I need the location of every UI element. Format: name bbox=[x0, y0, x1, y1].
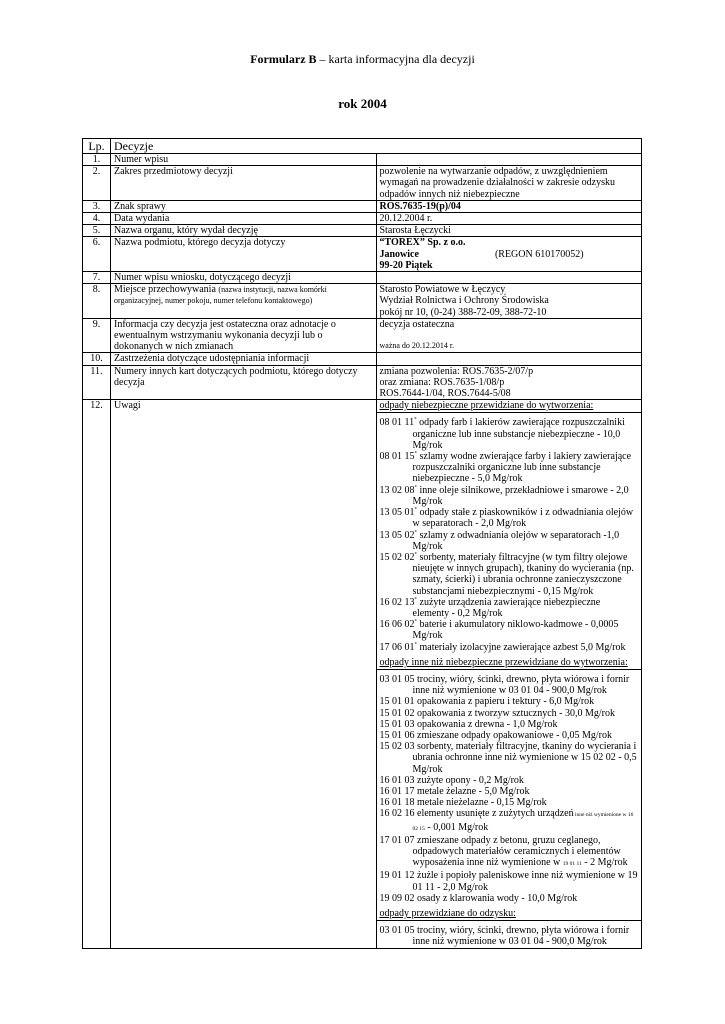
form-name: Formularz B bbox=[250, 52, 317, 66]
decision-table bbox=[82, 138, 642, 949]
list-item: 17 01 07 zmieszane odpady z betonu, gruzu ceglanego, odpadowych materiałów ceramicznych i elementów wyposażenia inne niż wymienione w 19 01 11 - 2 Mg/rok bbox=[379, 834, 628, 869]
list-item: 16 01 03 zużyte opony - 0,2 Mg/rok bbox=[379, 774, 524, 786]
other-cards bbox=[376, 365, 642, 400]
entity-town: Janowice bbox=[379, 248, 419, 260]
table-row bbox=[83, 237, 642, 272]
table-row bbox=[83, 213, 642, 225]
hazardous-list bbox=[380, 417, 639, 652]
list-item: 15 01 02 opakowania z tworzyw sztucznych - 30,0 Mg/rok bbox=[379, 707, 615, 719]
row-label: Data wydania bbox=[111, 213, 377, 225]
table-row bbox=[83, 154, 642, 166]
other-card-line: ROS.7644-1/04, ROS.7644-5/08 bbox=[379, 388, 511, 400]
issuing-authority: Starosta Łęczycki bbox=[376, 225, 642, 237]
table-row bbox=[83, 272, 642, 284]
issue-date: 20.12.2004 r. bbox=[376, 213, 642, 225]
row-number: 4. bbox=[83, 213, 111, 225]
entity-line bbox=[380, 249, 639, 260]
list-item: 16 01 18 metale nieżelazne - 0,15 Mg/rok bbox=[379, 797, 547, 809]
table-row bbox=[83, 353, 642, 365]
row-label: Zakres przedmiotowy decyzji bbox=[111, 166, 377, 201]
recovery-heading: odpady przewidziane do odzysku: bbox=[377, 908, 642, 921]
list-item: 16 02 13* zużyte urządzenia zawierające niebezpieczne elementy - 0,2 Mg/rok bbox=[379, 596, 601, 619]
list-item: 03 01 05 trociny, wióry, ścinki, drewno, płyta wiórowa i fornir inne niż wymienione w 03 01 04 - 900,0 Mg/rok bbox=[379, 673, 630, 697]
row-label: Zastrzeżenia dotyczące udostępniania informacji bbox=[111, 353, 377, 365]
finality-info bbox=[376, 318, 642, 353]
case-number: ROS.7635-19(p)/04 bbox=[376, 200, 642, 212]
table-row bbox=[83, 365, 642, 400]
row-label-main: Miejsce przechowywania bbox=[114, 284, 216, 296]
list-item: 13 05 01* odpady stałe z piaskowników i z odwadniania olejów w separatorach - 2,0 Mg/rok bbox=[379, 507, 634, 530]
list-item: 15 02 02* sorbenty, materiały filtracyjne (w tym filtry olejowe nieujęte w innych grupach), tkaniny do wycierania (np. szmaty, ścierki) i ubrania ochronne zanieczyszczone substancjami niebezpiecznymi - 0,15 Mg/rok bbox=[379, 551, 634, 597]
table-row bbox=[83, 200, 642, 212]
storage-location bbox=[376, 284, 642, 319]
row-label-note: (nazwa instytucji, nazwa komórki organizacyjnej, numer pokoju, numer telefonu kontaktowego) bbox=[114, 285, 327, 306]
hazardous-heading: odpady niebezpieczne przewidziane do wytworzenia: bbox=[377, 400, 642, 413]
other-card-line: zmiana pozwolenia: ROS.7635-2/07/p bbox=[379, 365, 534, 377]
row-number: 11. bbox=[83, 365, 111, 400]
row-label: Numery innych kart dotyczących podmiotu, którego dotyczy decyzja bbox=[111, 365, 377, 400]
table-row bbox=[83, 284, 642, 319]
row-value bbox=[376, 154, 642, 166]
remarks-cell bbox=[376, 400, 642, 948]
list-item: 16 06 02* baterie i akumulatory niklowo-kadmowe - 0,0005 Mg/rok bbox=[379, 619, 619, 642]
row-number: 12. bbox=[83, 400, 111, 948]
nonhazardous-list bbox=[380, 674, 639, 904]
entity-line: 99-20 Piątek bbox=[379, 259, 433, 271]
row-label: Numer wpisu wniosku, dotyczącego decyzji bbox=[111, 272, 377, 284]
list-item: 13 05 02* szlamy z odwadniania olejów w separatorach -1,0 Mg/rok bbox=[379, 529, 620, 552]
row-number: 2. bbox=[83, 166, 111, 201]
recovery-list bbox=[380, 925, 639, 947]
list-item: 15 01 06 zmieszane odpady opakowaniowe - 0,05 Mg/rok bbox=[379, 729, 612, 741]
table-row bbox=[83, 166, 642, 201]
row-number: 6. bbox=[83, 237, 111, 272]
storage-line: pokój nr 10, (0-24) 388-72-09, 388-72-10 bbox=[379, 306, 547, 318]
list-item: 08 01 11* odpady farb i lakierów zawierające rozpuszczalniki organiczne lub inne substancje niebezpieczne - 10,0 Mg/rok bbox=[379, 417, 625, 451]
nonhazardous-heading: odpady inne niż niebezpieczne przewidziane do wytworzenia: bbox=[377, 657, 642, 670]
row-number: 1. bbox=[83, 154, 111, 166]
row-value bbox=[376, 353, 642, 365]
finality-status: decyzja ostateczna bbox=[379, 318, 455, 330]
storage-line: Wydział Rolnictwa i Ochrony Środowiska bbox=[379, 295, 549, 307]
row-value bbox=[376, 272, 642, 284]
list-item: 17 06 01* materiały izolacyjne zawierające azbest 5,0 Mg/rok bbox=[379, 641, 626, 653]
list-item: 19 01 12 żużle i popioły paleniskowe inne niż wymienione w 19 01 11 - 2,0 Mg/rok bbox=[379, 870, 638, 893]
list-item: 19 09 02 osady z klarowania wody - 10,0 Mg/rok bbox=[379, 892, 578, 904]
row-label bbox=[111, 284, 377, 319]
header-decyzje: Decyzje bbox=[111, 139, 642, 154]
entity-regon: (REGON 610170052) bbox=[494, 248, 584, 260]
entity-name bbox=[376, 237, 642, 272]
row-label: Numer wpisu bbox=[111, 154, 377, 166]
validity-note: ważna do 20.12.2014 r. bbox=[379, 341, 455, 351]
row-number: 7. bbox=[83, 272, 111, 284]
storage-line: Starosto Powiatowe w Łęczycy bbox=[379, 284, 506, 296]
table-row bbox=[83, 318, 642, 353]
list-item: 16 02 16 elementy usunięte z zużytych urządzeń inne niż wymienione w 16 02 15 - 0,001 Mg/rok bbox=[379, 808, 634, 833]
document-title bbox=[0, 52, 725, 67]
row-label: Informacja czy decyzja jest ostateczna oraz adnotacje o ewentualnym wstrzymaniu wykonania decyzji lub o dokonanych w nich zmianach bbox=[111, 318, 377, 353]
row-label: Znak sprawy bbox=[111, 200, 377, 212]
row-number: 8. bbox=[83, 284, 111, 319]
list-item: 15 01 03 opakowania z drewna - 1,0 Mg/rok bbox=[379, 718, 558, 730]
list-item: 13 02 08* inne oleje silnikowe, przekładniowe i smarowe - 2,0 Mg/rok bbox=[379, 484, 629, 507]
row-number: 3. bbox=[83, 200, 111, 212]
row-value: pozwolenie na wytwarzanie odpadów, z uwzględnieniem wymagań na prowadzenie działalności w zakresie odzysku odpadów innych niż niebezpieczne bbox=[376, 166, 642, 201]
row-number: 5. bbox=[83, 225, 111, 237]
row-number: 10. bbox=[83, 353, 111, 365]
header-lp: Lp. bbox=[83, 139, 111, 154]
list-item: 03 01 05 trociny, wióry, ścinki, drewno, płyta wiórowa i fornir inne niż wymienione w 03 01 04 - 900,0 Mg/rok bbox=[379, 925, 630, 948]
table-row bbox=[83, 400, 642, 948]
form-subtitle: – karta informacyjna dla decyzji bbox=[316, 52, 475, 66]
report-year: rok 2004 bbox=[338, 96, 387, 111]
table-row bbox=[83, 225, 642, 237]
row-label: Nazwa podmiotu, którego decyzja dotyczy bbox=[111, 237, 377, 272]
other-card-line: oraz zmiana: ROS.7635-1/08/p bbox=[379, 376, 505, 388]
entity-line: “TOREX” Sp. z o.o. bbox=[379, 237, 466, 249]
row-label: Nazwa organu, który wydał decyzję bbox=[111, 225, 377, 237]
row-number: 9. bbox=[83, 318, 111, 353]
list-item: 15 02 03 sorbenty, materiały filtracyjne, tkaniny do wycierania i ubrania ochronne inne niż wymienione w 15 02 02 - 0,5 Mg/rok bbox=[379, 741, 637, 775]
list-item: 08 01 15* szlamy wodne zwierające farby i lakiery zawierające rozpuszczalniki organiczne lub inne substancje niebezpieczne - 5,0 Mg/rok bbox=[379, 451, 632, 485]
list-item: 16 01 17 metale żelazne - 5,0 Mg/rok bbox=[379, 785, 530, 797]
row-label: Uwagi bbox=[111, 400, 377, 948]
list-item: 15 01 01 opakowania z papieru i tektury - 6,0 Mg/rok bbox=[379, 696, 595, 708]
table-header-row bbox=[83, 139, 642, 154]
